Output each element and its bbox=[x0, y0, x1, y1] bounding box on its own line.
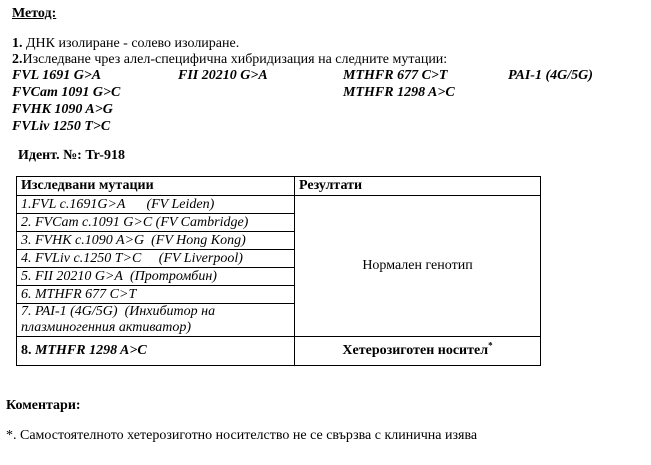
footnote-mark: * bbox=[488, 340, 493, 351]
mutation-mthfr-677: MTHFR 677 C>T bbox=[343, 68, 448, 83]
mutation-mthfr-1298: MTHFR 1298 A>C bbox=[343, 85, 455, 100]
ident-line bbox=[18, 148, 125, 164]
mutation-detail: (Протромбин) bbox=[130, 268, 217, 284]
mutation-name: 3. FVHK c.1090 A>G bbox=[21, 232, 145, 248]
mutation-cell bbox=[17, 286, 295, 304]
step-2-number: 2. bbox=[12, 52, 23, 67]
step-2-text: Изследване чрез алел-специфична хибридизация на следните мутации: bbox=[22, 52, 448, 67]
ident-label: Идент. №: bbox=[18, 148, 82, 163]
step-1-number: 1. bbox=[12, 36, 23, 51]
mutation-detail-line-2: плазминогенния активатор) bbox=[21, 320, 192, 335]
mutation-fvcam: FVCam 1091 G>C bbox=[12, 85, 121, 100]
mutation-detail: (Инхибитор на bbox=[124, 304, 216, 319]
mutation-cell bbox=[17, 232, 295, 250]
positive-mutation-number: 8. bbox=[21, 343, 32, 358]
heterozygous-result: Хетерозиготен носител bbox=[342, 343, 489, 358]
mutation-name: 2. FVCam c.1091 G>C bbox=[21, 214, 153, 230]
mutation-detail: (FV Liverpool) bbox=[158, 250, 243, 266]
mutation-name: 6. MTHFR 677 C>T bbox=[21, 286, 137, 302]
method-step-1 bbox=[12, 36, 239, 52]
mutation-pai1: PAI-1 (4G/5G) bbox=[508, 68, 593, 83]
mutation-cell bbox=[17, 214, 295, 232]
positive-mutation-cell bbox=[17, 337, 295, 366]
mutation-fii: FII 20210 G>A bbox=[178, 68, 268, 83]
mutation-fvliv: FVLiv 1250 T>C bbox=[12, 119, 111, 134]
mutation-name: 4. FVLiv c.1250 T>C bbox=[21, 250, 142, 266]
positive-mutation-name: MTHFR 1298 A>C bbox=[35, 343, 147, 358]
mutation-name: 7. PAI-1 (4G/5G) bbox=[21, 304, 118, 319]
comments-note: *. Самостоятелното хетерозиготно носителство не се свързва с клинична изява bbox=[6, 428, 478, 443]
mutation-cell bbox=[17, 196, 295, 214]
mutation-cell bbox=[17, 304, 295, 337]
mutation-cell bbox=[17, 268, 295, 286]
table-header-row bbox=[17, 177, 541, 196]
table-row-positive bbox=[17, 337, 541, 366]
method-heading: Метод: bbox=[12, 6, 57, 21]
table-row bbox=[17, 196, 541, 214]
header-mutations: Изследвани мутации bbox=[17, 177, 295, 196]
mutation-name: 5. FII 20210 G>A bbox=[21, 268, 123, 284]
mutation-detail: (FV Cambridge) bbox=[155, 214, 249, 230]
mutation-name: 1.FVL c.1691G>A bbox=[21, 196, 126, 212]
normal-result-cell: Нормален генотип bbox=[295, 196, 541, 337]
mutation-fvhk: FVHK 1090 A>G bbox=[12, 102, 113, 117]
step-1-text: ДНК изолиране - солево изолиране. bbox=[26, 36, 240, 51]
mutation-fvl: FVL 1691 G>A bbox=[12, 68, 102, 83]
heterozygous-result-cell bbox=[295, 337, 541, 366]
mutation-cell bbox=[17, 250, 295, 268]
ident-value: Tr-918 bbox=[85, 148, 125, 163]
mutation-detail: (FV Hong Kong) bbox=[151, 232, 246, 248]
mutation-detail: (FV Leiden) bbox=[146, 196, 215, 212]
comments-heading: Коментари: bbox=[6, 398, 81, 413]
results-table bbox=[16, 176, 541, 366]
method-step-2 bbox=[12, 52, 447, 68]
header-results: Резултати bbox=[295, 177, 541, 196]
